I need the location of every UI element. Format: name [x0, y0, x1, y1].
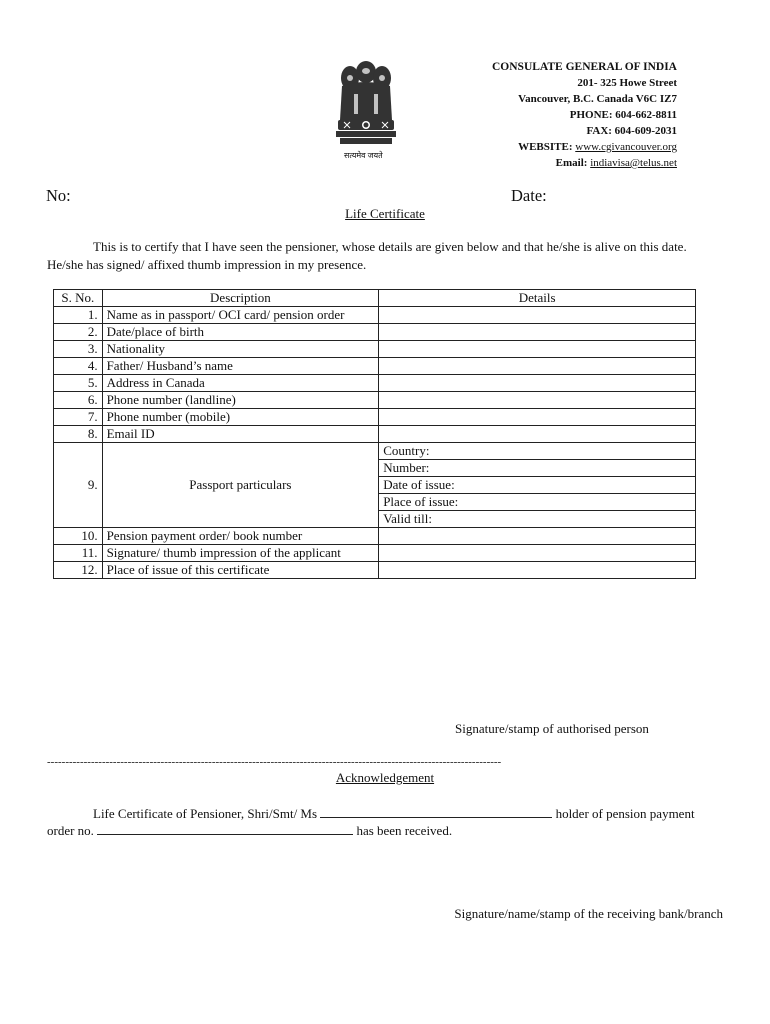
- address-line-2: Vancouver, B.C. Canada V6C IZ7: [518, 93, 677, 105]
- row-details-cell[interactable]: [379, 426, 696, 443]
- passport-date-of-issue-field[interactable]: Date of issue:: [379, 477, 696, 494]
- table-row: [54, 392, 696, 409]
- row-description: Place of issue of this certificate: [102, 562, 379, 579]
- table-row: [54, 375, 696, 392]
- row-description: Signature/ thumb impression of the applicant: [102, 545, 379, 562]
- pensioner-name-blank[interactable]: [320, 806, 552, 818]
- emblem-motto: सत्यमेव जयते: [344, 151, 383, 160]
- row-description: Address in Canada: [102, 375, 379, 392]
- row-description: Nationality: [102, 341, 379, 358]
- phone-number: PHONE: 604-662-8811: [569, 109, 677, 121]
- row-number: 1.: [54, 307, 103, 324]
- row-number: 7.: [54, 409, 103, 426]
- email-label: Email:: [555, 157, 588, 169]
- email-link[interactable]: indiavisa@telus.net: [590, 157, 677, 169]
- table-row: [54, 358, 696, 375]
- consulate-address-block: [492, 59, 677, 171]
- address-line-1: 201- 325 Howe Street: [577, 77, 677, 89]
- row-description: Phone number (landline): [102, 392, 379, 409]
- header-description: Description: [102, 290, 379, 307]
- row-number: 8.: [54, 426, 103, 443]
- row-number: 6.: [54, 392, 103, 409]
- ppo-number-blank[interactable]: [97, 823, 353, 835]
- passport-number-field[interactable]: Number:: [379, 460, 696, 477]
- row-number: 4.: [54, 358, 103, 375]
- table-row: [54, 545, 696, 562]
- row-description: Phone number (mobile): [102, 409, 379, 426]
- row-description: Name as in passport/ OCI card/ pension order: [102, 307, 379, 324]
- table-row: [54, 324, 696, 341]
- table-row: [54, 528, 696, 545]
- details-table: [53, 289, 696, 579]
- row-details-cell[interactable]: [379, 392, 696, 409]
- header-details: Details: [379, 290, 696, 307]
- table-row: [54, 426, 696, 443]
- table-row-passport: [54, 443, 696, 460]
- row-number: 3.: [54, 341, 103, 358]
- row-number: 11.: [54, 545, 103, 562]
- row-details-cell[interactable]: [379, 341, 696, 358]
- passport-valid-till-field[interactable]: Valid till:: [379, 511, 696, 528]
- acknowledgement-paragraph: [47, 805, 723, 839]
- row-details-cell[interactable]: [379, 562, 696, 579]
- website-label: WEBSITE:: [518, 141, 573, 153]
- row-details-cell[interactable]: [379, 375, 696, 392]
- row-details-cell[interactable]: [379, 324, 696, 341]
- table-row: [54, 341, 696, 358]
- row-description: Passport particulars: [102, 443, 379, 528]
- table-row: [54, 409, 696, 426]
- intro-paragraph: This is to certify that I have seen the pensioner, whose details are given below and that he/she is alive on this date. He/she has signed/ affixed thumb impression in my presence.: [47, 239, 687, 272]
- row-number: 2.: [54, 324, 103, 341]
- website-link[interactable]: www.cgivancouver.org: [575, 141, 677, 153]
- table-header-row: [54, 290, 696, 307]
- row-number: 12.: [54, 562, 103, 579]
- row-details-cell[interactable]: [379, 528, 696, 545]
- table-row: [54, 307, 696, 324]
- header-sno: S. No.: [54, 290, 103, 307]
- row-number: 9.: [54, 443, 103, 528]
- passport-place-of-issue-field[interactable]: Place of issue:: [379, 494, 696, 511]
- row-number: 10.: [54, 528, 103, 545]
- email-line: [492, 155, 677, 171]
- row-description: Father/ Husband’s name: [102, 358, 379, 375]
- ack-text-part1: Life Certificate of Pensioner, Shri/Smt/ Ms: [93, 806, 318, 821]
- consulate-name: CONSULATE GENERAL OF INDIA: [492, 61, 677, 73]
- row-details-cell[interactable]: [379, 409, 696, 426]
- ack-text-part3: has been received.: [356, 823, 453, 838]
- number-label: No:: [46, 186, 71, 205]
- row-description: Pension payment order/ book number: [102, 528, 379, 545]
- bank-signature-label: Signature/name/stamp of the receiving bank/branch: [454, 906, 723, 921]
- acknowledgement-title: Acknowledgement: [335, 770, 435, 785]
- passport-country-field[interactable]: Country:: [379, 443, 696, 460]
- website-line: [492, 139, 677, 155]
- date-label: Date:: [511, 186, 547, 205]
- row-description: Email ID: [102, 426, 379, 443]
- fax-number: FAX: 604-609-2031: [586, 125, 677, 137]
- row-number: 5.: [54, 375, 103, 392]
- row-details-cell[interactable]: [379, 307, 696, 324]
- cut-line-divider: ----------------------------------------------------------------------------------------------------------------------------: [47, 756, 502, 768]
- row-details-cell[interactable]: [379, 545, 696, 562]
- authorised-signature-label: Signature/stamp of authorised person: [455, 721, 649, 736]
- row-description: Date/place of birth: [102, 324, 379, 341]
- table-row: [54, 562, 696, 579]
- certificate-title: Life Certificate: [345, 206, 425, 221]
- row-details-cell[interactable]: [379, 358, 696, 375]
- ack-text-part2: holder of pension payment order no.: [47, 806, 695, 838]
